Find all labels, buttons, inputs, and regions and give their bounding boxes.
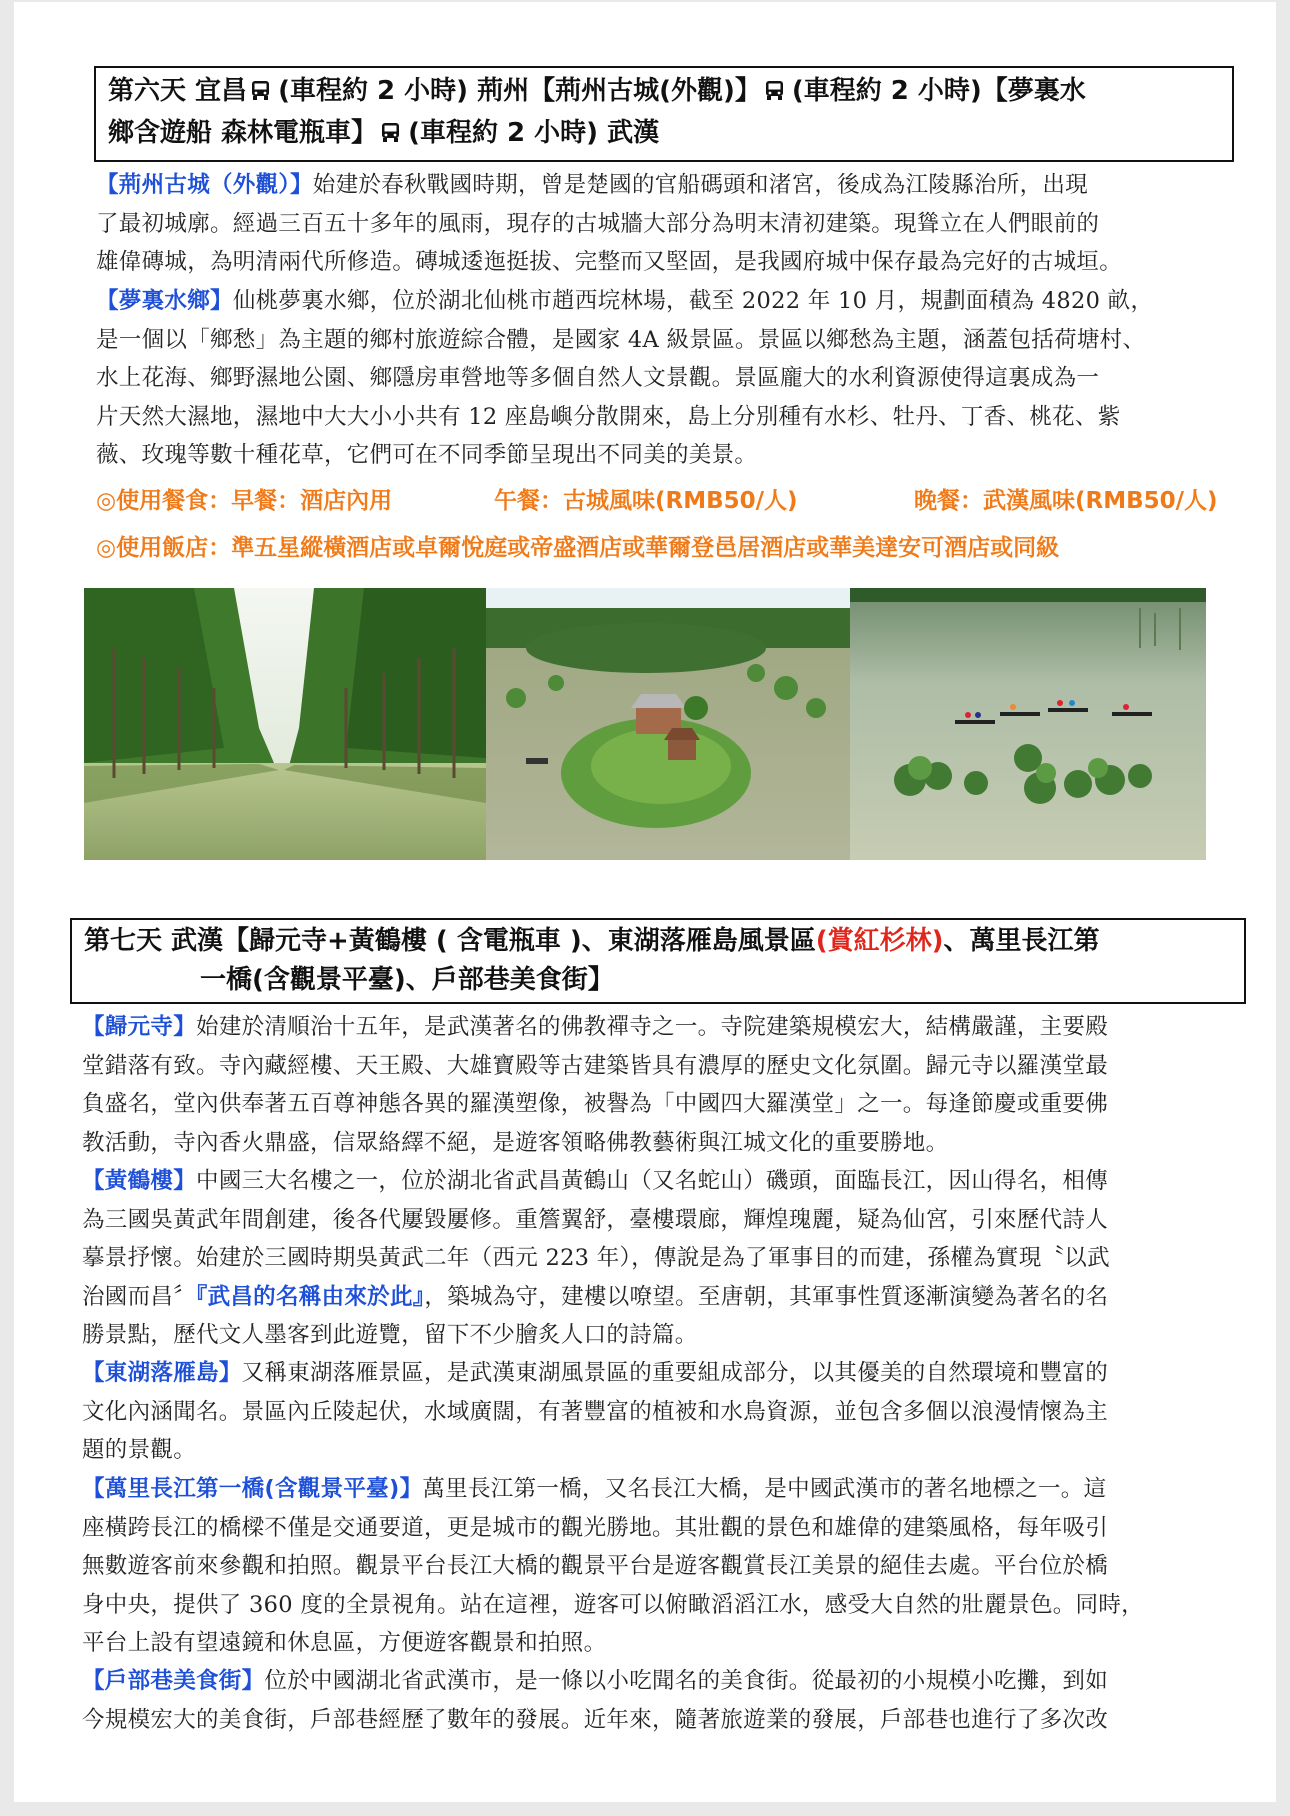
guiyuan-text: 負盛名，堂內供奉著五百尊神態各異的羅漢塑像，被譽為「中國四大羅漢堂」之一。每逢節慶或重要佛 (82, 1091, 1109, 1117)
bus-icon (251, 80, 270, 101)
day6-header-line1 (108, 70, 1220, 112)
donghu-text: 題的景觀。 (82, 1437, 197, 1463)
jingzhou-text: 了最初城廓。經過三百五十多年的風雨，現存的古城牆大部分為明末清初建築。現聳立在人們眼前的 (96, 210, 1100, 237)
mengli-text: 仙桃夢裏水鄉，位於湖北仙桃市趙西垸林場，截至 2022 年 10 月，規劃面積為 4820 畝， (232, 288, 1154, 314)
day6-header-line2 (108, 112, 1220, 154)
day6-header-text: 第六天 宜昌 (108, 76, 248, 106)
huanghe-quote: 『武昌的名稱由來於此』 (196, 1283, 425, 1310)
guiyuan-title: 【歸元寺】 (82, 1014, 197, 1040)
guiyuan-section (82, 1008, 1234, 1162)
guiyuan-text: 教活動，寺內香火鼎盛，信眾絡繹不絕，是遊客領略佛教藝術與江城文化的重要勝地。 (82, 1129, 949, 1156)
hubu-section (82, 1662, 1234, 1739)
day7-header-highlight: (賞紅杉林) (815, 926, 944, 956)
hotel-info: ◎使用飯店：準五星縱橫酒店或卓爾悅庭或帝盛酒店或華爾登邑居酒店或華美達安可酒店或同級 (96, 535, 1060, 561)
huanghe-text: 為三國吳黃武年間創建，後各代屢毀屢修。重簷翼舒，臺樓環廊，輝煌瑰麗，疑為仙宮，引來歷代詩人 (82, 1206, 1109, 1233)
day7-header-line2: 一橋(含觀景平臺)、戶部巷美食街】 (200, 965, 614, 995)
day7-header-line1 (84, 922, 1232, 961)
bus-icon (381, 122, 400, 143)
day6-header-text: (車程約 2 小時) 武漢 (408, 118, 660, 148)
huanghe-title: 【黃鶴樓】 (82, 1168, 197, 1194)
mengli-text: 水上花海、鄉野濕地公園、鄉隱房車營地等多個自然人文景觀。景區龐大的水利資源使得這裏成為一 (96, 365, 1100, 391)
photo-island-aerial (486, 588, 850, 860)
itinerary-page (14, 2, 1276, 1802)
day7-header-text: 、萬里長江第 (943, 926, 1100, 956)
hubu-text: 位於中國湖北省武漢市，是一條以小吃聞名的美食街。從最初的小規模小吃攤，到如 (264, 1668, 1109, 1694)
meal-lunch: 午餐：古城風味(RMB50/人) (494, 488, 798, 514)
jingzhou-text: 始建於春秋戰國時期，曾是楚國的官船碼頭和渚宮，後成為江陵縣治所，出現 (312, 172, 1088, 198)
mengli-text: 是一個以「鄉愁」為主題的鄉村旅遊綜合體，是國家 4A 級景區。景區以鄉愁為主題，涵蓋包括荷塘村、 (96, 326, 1146, 353)
day6-header-text: (車程約 2 小時) 荊州【荊州古城(外觀)】 (278, 76, 761, 106)
huanghe-section (82, 1162, 1234, 1355)
donghu-title: 【東湖落雁島】 (82, 1360, 242, 1386)
guiyuan-text: 始建於清順治十五年，是武漢著名的佛教禪寺之一。寺院建築規模宏大，結構嚴謹，主要殿 (196, 1014, 1109, 1040)
hubu-text: 今規模宏大的美食街，戶部巷經歷了數年的發展。近年來，隨著旅遊業的發展，戶部巷也進行了多次改 (82, 1706, 1109, 1733)
huanghe-text: ，築城為守，建樓以嘹望。至唐朝，其軍事性質逐漸演變為著名的名 (424, 1283, 1109, 1310)
bridge-text: 無數遊客前來參觀和拍照。觀景平台長江大橋的觀景平台是遊客觀賞長江美景的絕佳去處。平台位於橋 (82, 1553, 1109, 1579)
huanghe-text: 治國而昌〞 (82, 1283, 197, 1310)
huanghe-text: 勝景點，歷代文人墨客到此遊覽，留下不少膾炙人口的詩篇。 (82, 1322, 698, 1348)
photo-lake-boats (850, 588, 1206, 860)
bridge-title: 【萬里長江第一橋(含觀景平臺)】 (82, 1476, 423, 1502)
hubu-title: 【戶部巷美食街】 (82, 1668, 265, 1694)
day7-header (70, 918, 1246, 1004)
mengli-section (96, 282, 1234, 475)
mengli-text: 片天然大濕地，濕地中大大小小共有 12 座島嶼分散開來，島上分別種有水杉、牡丹、丁香、桃花、紫 (96, 403, 1121, 430)
day6-header-text: (車程約 2 小時)【夢裏水 (791, 76, 1086, 106)
bridge-text: 座橫跨長江的橋樑不僅是交通要道，更是城市的觀光勝地。其壯觀的景色和雄偉的建築風格，每年吸引 (82, 1514, 1109, 1541)
jingzhou-title: 【荊州古城（外觀）】 (96, 172, 313, 198)
guiyuan-text: 堂錯落有致。寺內藏經樓、天王殿、大雄寶殿等古建築皆具有濃厚的歷史文化氛圍。歸元寺以羅漢堂最 (82, 1052, 1109, 1079)
bus-icon (765, 80, 784, 101)
day7-header-text: 第七天 武漢【歸元寺+黃鶴樓 ( 含電瓶車 )、東湖落雁島風景區 (84, 926, 816, 956)
bridge-text: 平台上設有望遠鏡和休息區，方便遊客觀景和拍照。 (82, 1630, 607, 1656)
day6-header-text: 鄉含遊船 森林電瓶車】 (108, 118, 378, 148)
mengli-title: 【夢裏水鄉】 (96, 288, 233, 314)
bridge-text: 萬里長江第一橋，又名長江大橋，是中國武漢市的著名地標之一。這 (422, 1476, 1107, 1502)
donghu-text: 又稱東湖落雁景區，是武漢東湖風景區的重要組成部分，以其優美的自然環境和豐富的 (241, 1360, 1109, 1386)
meal-dinner: 晚餐：武漢風味(RMB50/人) (914, 488, 1218, 514)
jingzhou-text: 雄偉磚城，為明清兩代所修造。磚城逶迤挺拔、完整而又堅固，是我國府城中保存最為完好的古城垣。 (96, 249, 1123, 275)
huanghe-text: 摹景抒懷。始建於三國時期吳黃武二年（西元 223 年），傳說是為了軍事目的而建，孫權為實現〝以武 (82, 1245, 1110, 1271)
meal-breakfast: ◎使用餐食：早餐：酒店內用 (96, 488, 393, 514)
bridge-text: 身中央，提供了 360 度的全景視角。站在這裡，遊客可以俯瞰滔滔江水，感受大自然的壯麗景色。同時， (82, 1591, 1144, 1618)
donghu-text: 文化內涵聞名。景區內丘陵起伏，水域廣闊，有著豐富的植被和水鳥資源，並包含多個以浪漫情懷為主 (82, 1398, 1109, 1425)
jingzhou-section (96, 166, 1234, 282)
photo-forest-waterway (84, 588, 486, 860)
mengli-text: 薇、玫瑰等數十種花草，它們可在不同季節呈現出不同美的美景。 (96, 442, 758, 468)
bridge-section (82, 1470, 1234, 1663)
donghu-section (82, 1354, 1234, 1470)
day6-header (94, 66, 1234, 162)
huanghe-text: 中國三大名樓之一，位於湖北省武昌黃鶴山（又名蛇山）磯頭，面臨長江，因山得名，相傳 (196, 1168, 1109, 1194)
